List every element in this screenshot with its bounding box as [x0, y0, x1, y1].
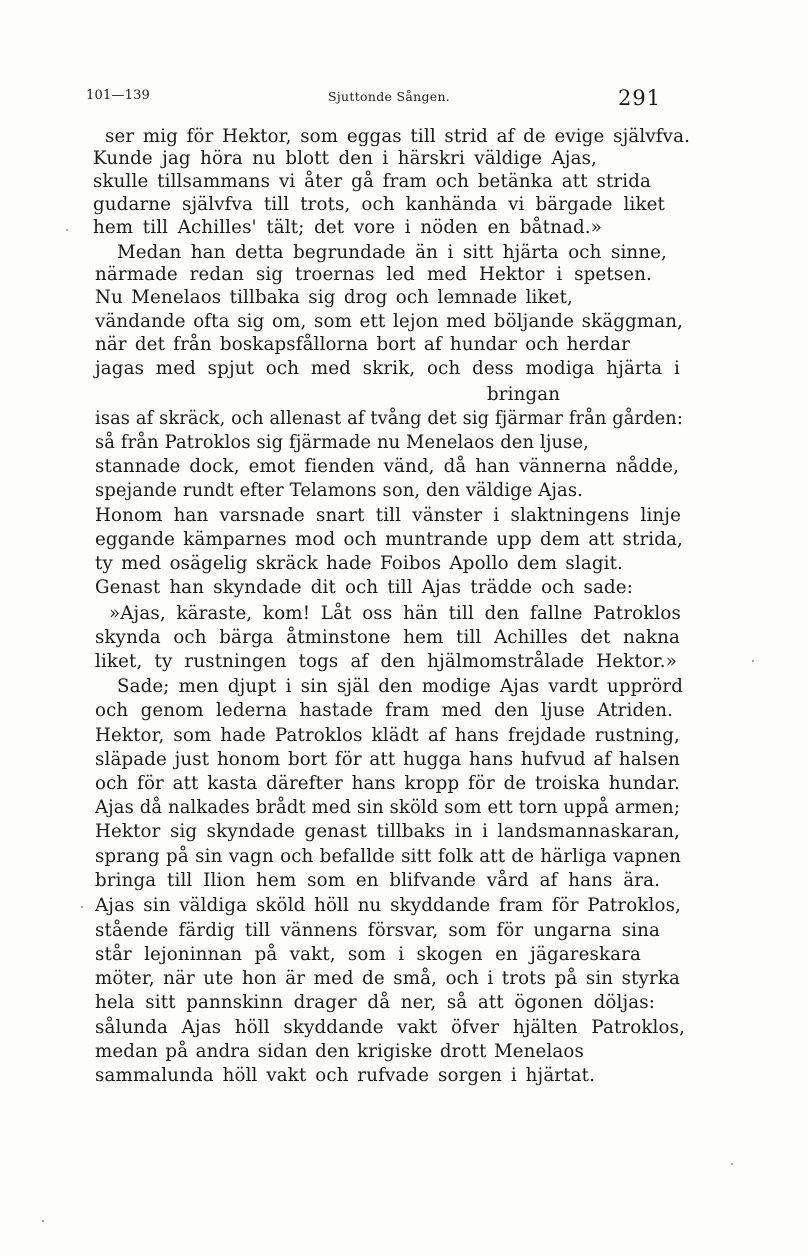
text-line: och för att kasta därefter hans kropp för de troiska hundar.: [95, 773, 680, 794]
text-line: hela sitt pannskinn drager då ner, så att ögonen döljas:: [95, 992, 655, 1013]
verse-range: 101—139: [86, 88, 151, 103]
text-line: Kunde jag höra nu blott den i härskri väldige Ajas,: [93, 148, 597, 169]
text-line: vändande ofta sig om, som ett lejon med böljande skäggman,: [95, 311, 683, 332]
text-line: stannade dock, emot fienden vänd, då han vännerna nådde,: [95, 456, 679, 477]
text-line: skynda och bärga åtminstone hem till Achilles det nakna: [95, 627, 680, 648]
text-line: skulle tillsammans vi åter gå fram och betänka att strida: [93, 171, 651, 192]
text-line: sålunda Ajas höll skyddande vakt öfver hjälten Patroklos,: [95, 1017, 685, 1038]
page-number: 291: [618, 86, 662, 110]
text-line: Nu Menelaos tillbaka sig drog och lemnade liket,: [95, 287, 573, 308]
text-line: ty med osägelig skräck hade Foibos Apollo dem slagit.: [95, 553, 623, 574]
text-line: möter, när ute hon är med de små, och i trots på sin styrka: [95, 968, 680, 989]
text-line: spejande rundt efter Telamons son, den väldige Ajas.: [95, 480, 583, 501]
text-line: Hektor, som hade Patroklos klädt af hans frejdade rustning,: [95, 725, 680, 746]
text-line: Hektor sig skyndade genast tillbaks in i landsmannaskaran,: [95, 821, 680, 842]
print-speck: [81, 906, 83, 908]
text-line: gudarne självfva till trots, och kanhända vi bärgade liket: [93, 194, 665, 215]
text-line: Medan han detta begrundade än i sitt hjärta och sinne,: [117, 242, 667, 263]
text-line: medan på andra sidan den krigiske drott Menelaos: [95, 1041, 584, 1062]
text-line: Sade; men djupt i sin själ den modige Ajas vardt upprörd: [117, 676, 683, 697]
text-line: isas af skräck, och allenast af tvång det sig fjärmar från gården:: [95, 408, 683, 429]
text-line: bringa till Ilion hem som en blifvande vård af hans ära.: [95, 870, 660, 891]
print-speck: [66, 229, 68, 231]
text-line: eggande kämparnes mod och muntrande upp dem att strida,: [95, 529, 683, 550]
text-line: och genom lederna hastade fram med den ljuse Atriden.: [95, 700, 673, 721]
text-line: sammalunda höll vakt och rufvade sorgen i hjärtat.: [95, 1065, 595, 1086]
text-line: Genast han skyndade dit och till Ajas trädde och sade:: [95, 577, 633, 598]
text-line: när det från boskapsfållorna bort af hundar och herdar: [95, 334, 630, 355]
text-line: Ajas sin väldiga sköld höll nu skyddande fram för Patroklos,: [95, 895, 681, 916]
text-line: så från Patroklos sig fjärmade nu Menelaos den ljuse,: [95, 432, 589, 453]
text-line: står lejoninnan på vakt, som i skogen en jägareskara: [95, 944, 641, 965]
text-line: »Ajas, käraste, kom! Låt oss hän till den fallne Patroklos: [109, 603, 681, 624]
text-line: stående färdig till vännens försvar, som för ungarna sina: [95, 920, 660, 941]
print-speck: [731, 1163, 733, 1165]
text-line: hem till Achilles' tält; det vore i nöden en båtnad.»: [93, 217, 602, 238]
text-line: släpade just honom bort för att hugga hans hufvud af halsen: [95, 749, 680, 770]
text-line: sprang på sin vagn och befallde sitt folk att de härliga vapnen: [95, 846, 681, 867]
running-title: Sjuttonde Sången.: [328, 89, 451, 104]
print-speck: [752, 660, 754, 662]
text-line: Ajas då nalkades brådt med sin sköld som ett torn uppå armen;: [95, 797, 680, 818]
text-line: liket, ty rustningen togs af den hjälmomstrålade Hektor.»: [95, 651, 677, 672]
text-line: Honom han varsnade snart till vänster i slaktningens linje: [95, 505, 681, 526]
text-line: närmade redan sig troernas led med Hektor i spetsen.: [95, 264, 652, 285]
text-line: jagas med spjut och med skrik, och dess modiga hjärta i: [95, 358, 680, 379]
print-speck: [42, 1220, 44, 1222]
text-line: bringan: [487, 384, 561, 405]
text-line: ser mig för Hektor, som eggas till strid af de evige självfva.: [105, 126, 690, 147]
